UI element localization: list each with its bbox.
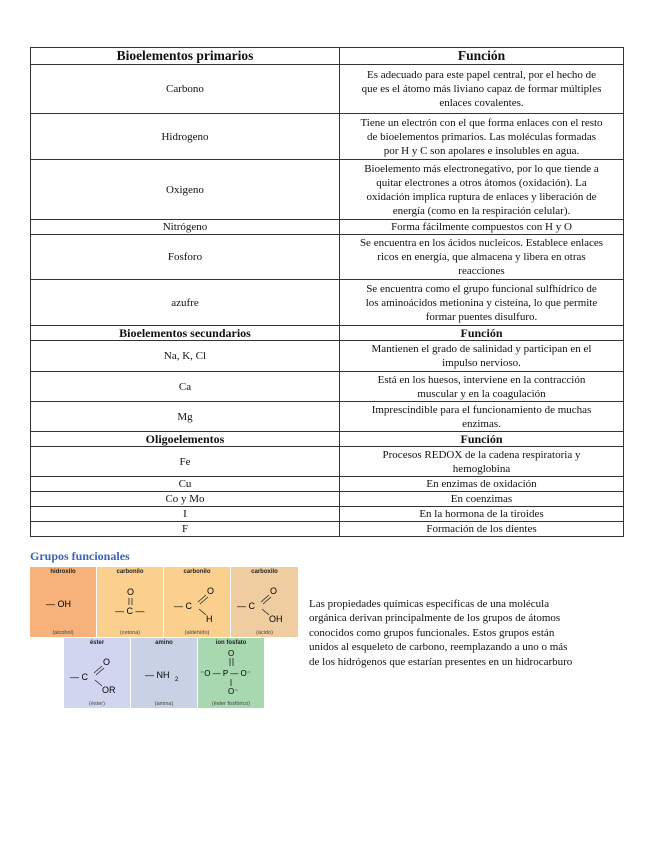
section-header-row [31,326,624,341]
section-title: Grupos funcionales [30,549,130,563]
table-row [31,160,624,220]
function-line: quitar electrones a otros átomos (oxidación). La [376,176,587,189]
table-row [31,507,624,522]
element-cell: Oxigeno [31,160,340,220]
svg-text:O: O [270,586,278,596]
function-line: de bioelementos primarios. Las moléculas formadas [366,130,597,143]
table-row [31,65,624,114]
group-label: éster [89,640,105,646]
element-cell: Co y Mo [31,492,340,507]
group-label: carbonilo [183,569,211,575]
paragraph-line: de los hidrógenos que estarían presentes en un hidrocarburo [309,655,573,668]
function-cell [340,65,624,114]
function-line: Se encuentra en los ácidos nucleicos. Establece enlaces [359,237,604,249]
paragraph-line: unidos al esqueleto de carbono, reemplazando a uno o más [309,641,568,654]
element-cell: Fe [31,447,340,477]
function-cell [340,114,624,160]
function-line: Procesos REDOX de la cadena respiratoria y [382,448,581,461]
function-line: reacciones [458,265,505,277]
group-label: carbonilo [116,569,144,575]
function-line: En la hormona de la tiroides [419,508,544,520]
group-amino [131,638,197,708]
element-cell: Nitrógeno [31,220,340,235]
element-cell: Fosforo [31,235,340,280]
group-label: carboxilo [251,569,278,575]
function-line: Formación de los dientes [426,523,537,535]
header-cell: Bioelementos primarios [31,48,340,65]
group-carbonyl-ketone [97,567,163,637]
svg-text:— C: — C [70,672,88,682]
amino-structure [131,638,197,708]
function-cell [340,341,624,372]
function-line: Bioelemento más electronegativo, por lo que tiende a [364,162,599,175]
header-cell: Función [340,48,624,65]
element-cell: Na, K, Cl [31,341,340,372]
svg-text:O⁻: O⁻ [228,687,239,696]
paragraph-line: Las propiedades químicas específicas de una molécula [309,598,550,610]
group-caption: (éster fosfórico) [211,701,251,707]
function-cell [340,280,624,326]
table-row [31,280,624,326]
svg-text:O: O [127,587,135,597]
paragraph-line: orgánica derivan principalmente de los grupos de átomos [309,612,561,625]
svg-text:— C —: — C — [115,606,145,616]
function-line: En enzimas de oxidación [426,478,537,490]
svg-text:O: O [103,657,111,667]
svg-text:— C: — C [174,601,192,611]
group-label: ion fosfato [215,640,247,646]
section-header-row [31,432,624,447]
function-line: muscular y en la coagulación [417,387,546,400]
svg-text:OH: OH [269,614,283,624]
carboxyl-structure [231,567,298,637]
svg-text:— NH: — NH [145,670,170,680]
function-line: Imprescindible para el funcionamiento de muchas [371,403,592,416]
group-caption: (cetona) [119,630,141,636]
group-carboxyl [231,567,298,637]
function-line: enlaces covalentes. [439,97,524,109]
function-cell [340,372,624,402]
function-line: oxidación implica ruptura de enlaces y liberación de [366,190,597,203]
function-line: ricos en energía, que almacena y libera en otras [377,251,586,263]
svg-text:OR: OR [102,685,116,695]
svg-text:— C: — C [237,601,255,611]
function-line: Mantienen el grado de salinidad y participan en el [371,343,592,355]
paragraph-line: conocidos como grupos funcionales. Estos grupos están [309,626,555,639]
svg-text:2: 2 [175,677,179,683]
aldehyde-structure [164,567,230,637]
phosphate-structure [198,638,264,708]
function-line: formar puentes disulfuro. [425,310,538,323]
function-cell [340,492,624,507]
svg-text:O: O [228,649,235,658]
bioelements-table [30,47,624,537]
section-header-cell: Oligoelementos [31,432,340,447]
group-label: hidroxilo [50,569,76,575]
function-line: Es adecuado para este papel central, por el hecho de [366,69,597,81]
table-row [31,341,624,372]
function-cell [340,477,624,492]
element-cell: Cu [31,477,340,492]
element-cell: Hidrogeno [31,114,340,160]
group-caption: (aldehído) [184,630,210,636]
function-cell [340,447,624,477]
svg-text:⁻O — P — O⁻: ⁻O — P — O⁻ [200,669,251,678]
table-row [31,492,624,507]
group-phosphate [198,638,264,708]
element-cell: I [31,507,340,522]
table-row [31,402,624,432]
table-row [31,477,624,492]
group-caption: (amina) [154,701,174,707]
function-cell [340,507,624,522]
function-line: En coenzimas [450,493,513,505]
element-cell: Mg [31,402,340,432]
functional-groups-paragraph [309,597,629,669]
element-cell: azufre [31,280,340,326]
section-header-cell: Bioelementos secundarios [31,326,340,341]
svg-text:— OH: — OH [46,599,72,609]
function-line: por H y C son apolares e insolubles en agua. [383,144,580,157]
table-row [31,447,624,477]
function-line: que es el átomo más liviano capaz de formar múltiples [361,83,602,95]
function-line: Tiene un electrón con el que forma enlaces con el resto [360,116,603,129]
function-cell [340,235,624,280]
ketone-structure [97,567,163,637]
svg-text:O: O [207,586,215,596]
function-line: Está en los huesos, interviene en la contracción [377,373,586,386]
group-ester [64,638,130,708]
table-row [31,522,624,537]
function-line: Se encuentra como el grupo funcional sulfhídrico de [366,282,597,295]
function-cell [340,402,624,432]
section-header-cell: Función [340,432,624,447]
function-cell [340,220,624,235]
group-label: amino [155,640,173,646]
function-cell [340,160,624,220]
group-caption: (éster) [89,701,105,707]
section-header-cell: Función [340,326,624,341]
group-hydroxyl [30,567,96,637]
function-line: impulso nervioso. [442,357,521,369]
table-row [31,114,624,160]
function-line: hemoglobina [452,462,511,475]
svg-text:H: H [206,614,213,624]
function-cell [340,522,624,537]
function-line: enzimas. [462,417,501,430]
table-row [31,372,624,402]
group-caption: (ácido) [256,630,273,636]
table-header-row [31,48,624,65]
ester-structure [64,638,130,708]
group-caption: (alcohol) [52,630,74,636]
function-line: Forma fácilmente compuestos con H y O [391,221,572,233]
element-cell: F [31,522,340,537]
table-row [31,220,624,235]
table-row [31,235,624,280]
function-line: los aminoácidos metionina y cisteína, lo que permite [365,296,598,309]
element-cell: Ca [31,372,340,402]
hydroxyl-structure [30,567,96,637]
function-line: energía (como en la respiración celular). [392,204,571,217]
element-cell: Carbono [31,65,340,114]
group-carbonyl-aldehyde [164,567,230,637]
